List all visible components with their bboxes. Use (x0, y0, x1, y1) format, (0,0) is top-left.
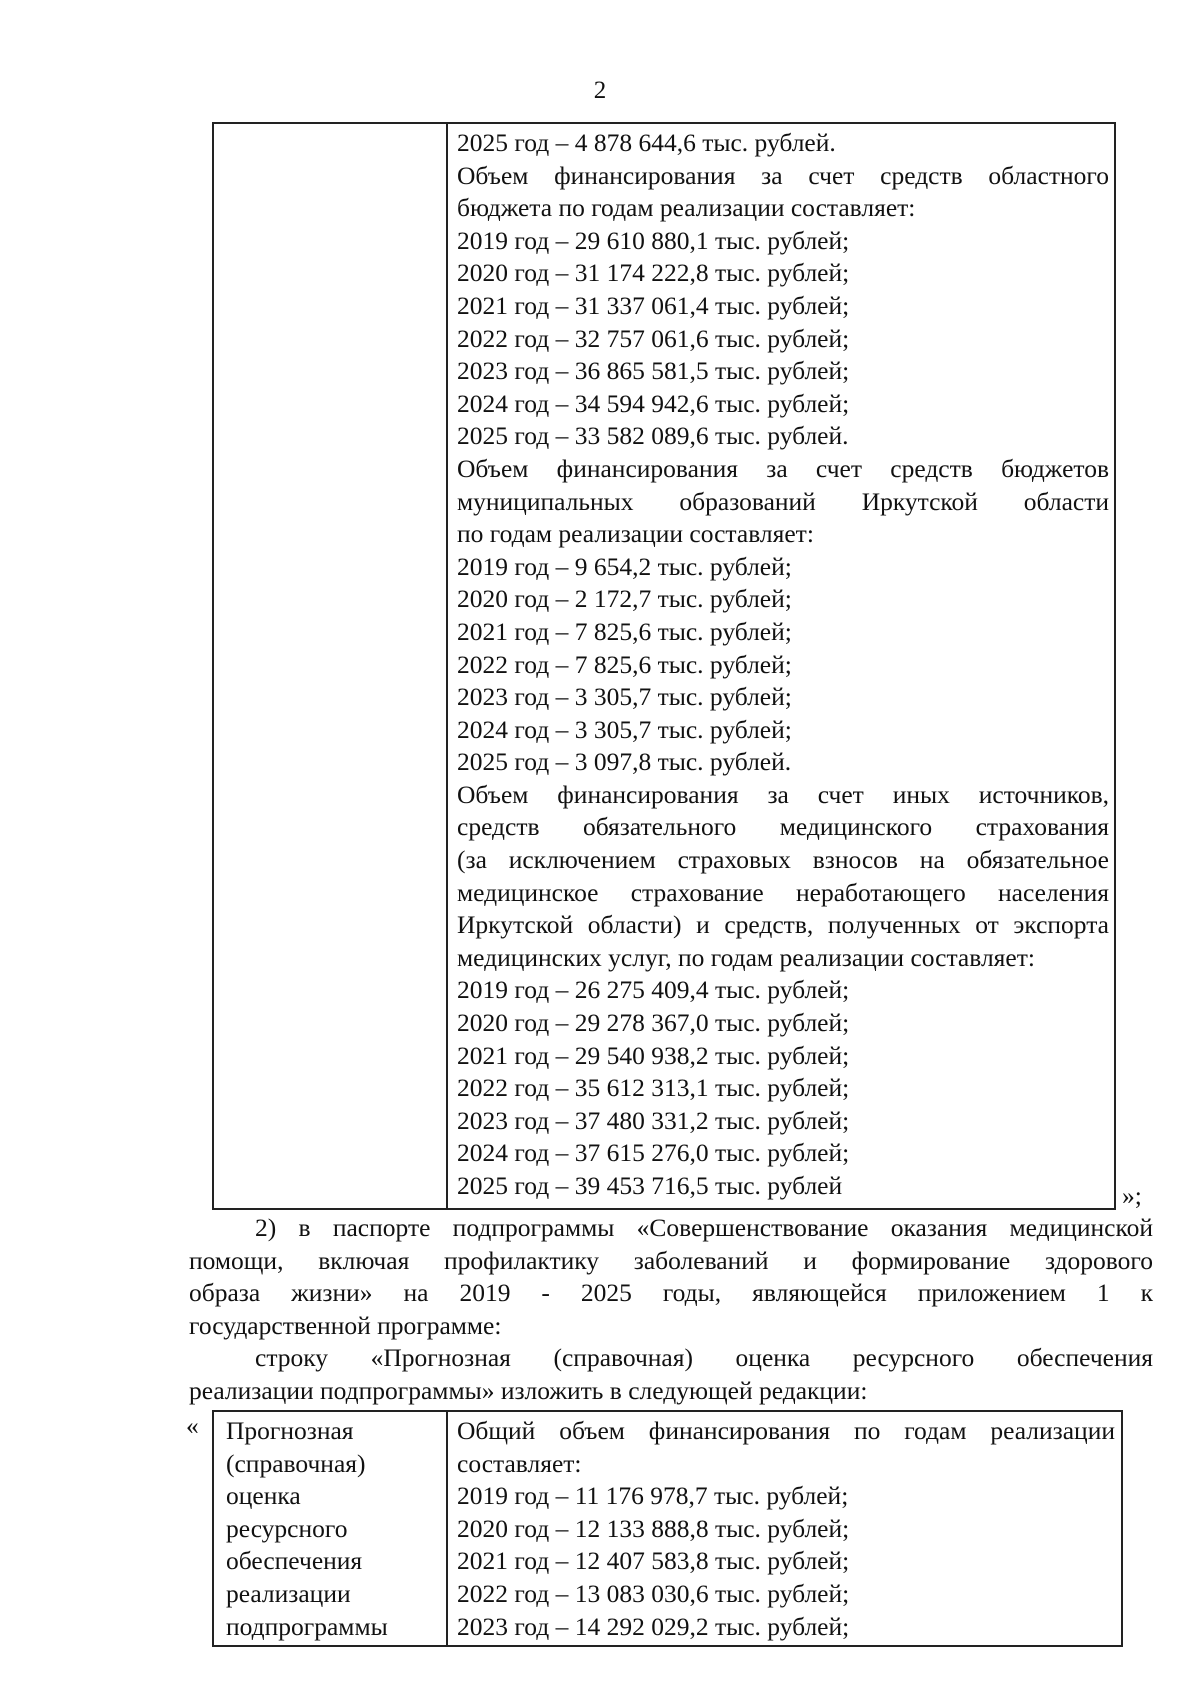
text-line: 2023 год – 3 305,7 тыс. рублей; (457, 682, 792, 712)
text-line: 2019 год – 29 610 880,1 тыс. рублей; (457, 225, 850, 255)
text-line: муниципальных образований Иркутской области (457, 486, 1109, 516)
text-line: 2025 год – 4 878 644,6 тыс. рублей. (457, 128, 836, 157)
text-line: 2023 год – 14 292 029,2 тыс. рублей; (457, 1611, 850, 1641)
financing-table-content (457, 127, 1109, 1203)
text-line: ресурсного (226, 1513, 348, 1543)
text-line: 2019 год – 26 275 409,4 тыс. рублей; (457, 975, 850, 1005)
text-line: 2023 год – 36 865 581,5 тыс. рублей; (457, 356, 850, 386)
text-line: 2024 год – 34 594 942,6 тыс. рублей; (457, 388, 850, 418)
table-column-divider (446, 1412, 448, 1645)
text-line: 2019 год – 9 654,2 тыс. рублей; (457, 551, 792, 581)
paragraph-line: 2) в паспорте подпрограммы «Совершенствование оказания медицинской (255, 1213, 1153, 1242)
text-line: 2023 год – 37 480 331,2 тыс. рублей; (457, 1105, 850, 1135)
text-line: (за исключением страховых взносов на обязательное (457, 845, 1109, 875)
paragraph-line: государственной программе: (189, 1310, 502, 1340)
text-line: 2022 год – 35 612 313,1 тыс. рублей; (457, 1073, 850, 1103)
text-line: Объем финансирования за счет средств бюджетов (457, 453, 1109, 483)
text-line: Прогнозная (226, 1416, 354, 1445)
text-line: реализации (226, 1578, 351, 1608)
text-line: 2024 год – 37 615 276,0 тыс. рублей; (457, 1138, 850, 1168)
text-line: медицинское страхование неработающего населения (457, 877, 1109, 907)
text-line: оценка (226, 1481, 301, 1511)
text-line: медицинских услуг, по годам реализации составляет: (457, 942, 1035, 972)
text-line: Общий объем финансирования по годам реализации (457, 1416, 1115, 1445)
text-line: 2020 год – 12 133 888,8 тыс. рублей; (457, 1513, 850, 1543)
text-line: 2021 год – 7 825,6 тыс. рублей; (457, 616, 792, 646)
text-line: 2022 год – 32 757 061,6 тыс. рублей; (457, 323, 850, 353)
text-line: 2020 год – 2 172,7 тыс. рублей; (457, 584, 792, 614)
text-line: 2024 год – 3 305,7 тыс. рублей; (457, 714, 792, 744)
text-line: (справочная) (226, 1448, 366, 1478)
page-number: 2 (593, 77, 607, 104)
text-line: бюджета по годам реализации составляет: (457, 193, 916, 223)
row-value-cell (457, 1415, 1115, 1643)
paragraph-line: образа жизни» на 2019 - 2025 годы, являющейся приложением 1 к (189, 1278, 1153, 1307)
text-line: 2021 год – 31 337 061,4 тыс. рублей; (457, 290, 850, 320)
closing-quote: »; (1122, 1181, 1142, 1210)
text-line: 2025 год – 3 097,8 тыс. рублей. (457, 747, 792, 777)
paragraph-row-amendment (189, 1342, 1153, 1407)
paragraph-line: помощи, включая профилактику заболеваний и формирование здорового (189, 1245, 1153, 1275)
text-line: Объем финансирования за счет иных источников, (457, 779, 1109, 809)
text-line: 2021 год – 29 540 938,2 тыс. рублей; (457, 1040, 850, 1070)
resource-estimate-table (212, 1410, 1123, 1647)
opening-quote: « (186, 1411, 199, 1440)
text-line: 2025 год – 33 582 089,6 тыс. рублей. (457, 421, 849, 451)
paragraph-passport-amendment (189, 1212, 1153, 1342)
paragraph-line: реализации подпрограммы» изложить в следующей редакции: (189, 1375, 868, 1405)
text-line: 2025 год – 39 453 716,5 тыс. рублей (457, 1171, 843, 1200)
financing-table (212, 122, 1116, 1210)
text-line: 2022 год – 7 825,6 тыс. рублей; (457, 649, 792, 679)
table-column-divider (446, 124, 448, 1208)
text-line: Иркутской области) и средств, полученных от экспорта (457, 910, 1109, 940)
text-line: 2019 год – 11 176 978,7 тыс. рублей; (457, 1481, 849, 1511)
text-line: средств обязательного медицинского страхования (457, 812, 1109, 842)
text-line: по годам реализации составляет: (457, 519, 814, 549)
text-line: обеспечения (226, 1546, 363, 1576)
row-title-cell (226, 1415, 436, 1643)
text-line: подпрограммы (226, 1611, 388, 1641)
text-line: 2022 год – 13 083 030,6 тыс. рублей; (457, 1578, 850, 1608)
text-line: 2020 год – 29 278 367,0 тыс. рублей; (457, 1008, 850, 1038)
text-line: Объем финансирования за счет средств областного (457, 160, 1109, 190)
text-line: составляет: (457, 1448, 582, 1478)
text-line: 2021 год – 12 407 583,8 тыс. рублей; (457, 1546, 850, 1576)
text-line: 2020 год – 31 174 222,8 тыс. рублей; (457, 258, 850, 288)
paragraph-line: строку «Прогнозная (справочная) оценка ресурсного обеспечения (255, 1343, 1153, 1372)
